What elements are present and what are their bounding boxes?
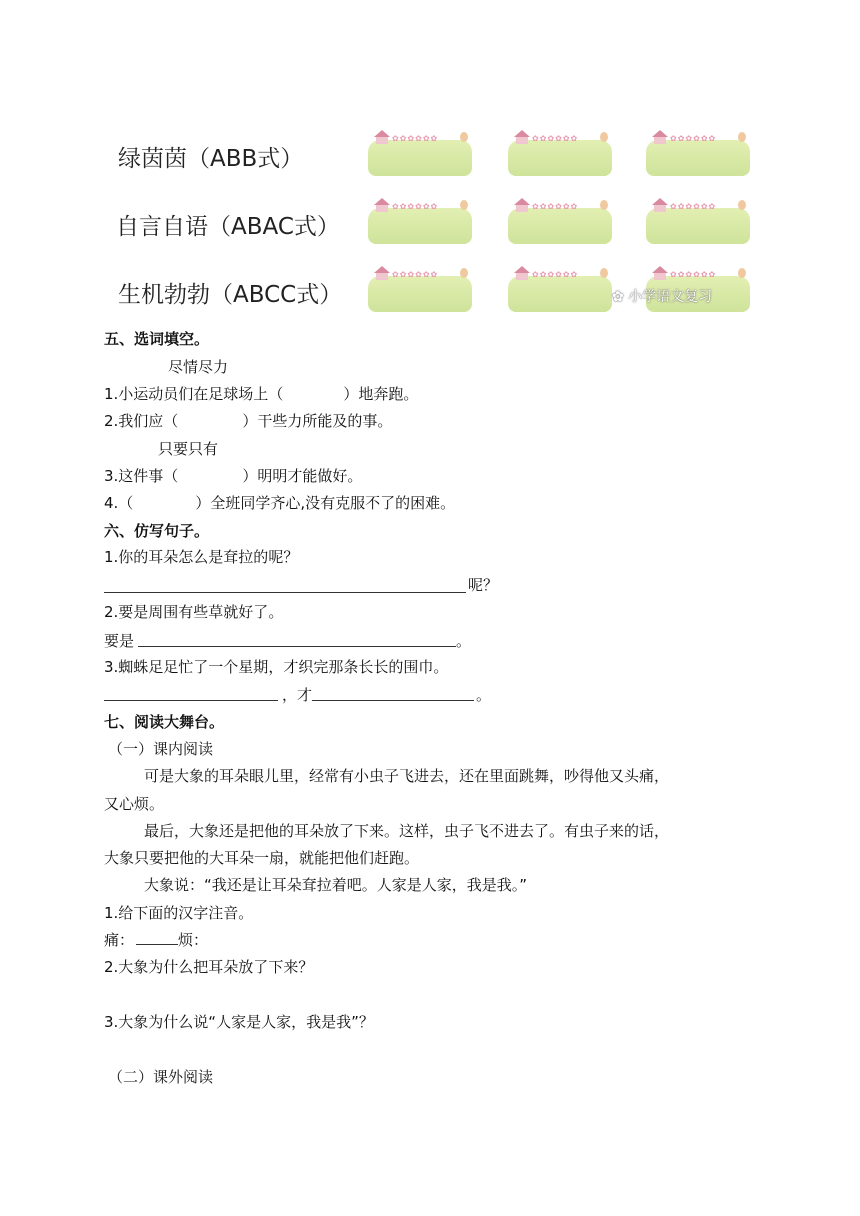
answer-line-6-3a[interactable] [104,700,278,701]
answer-box[interactable] [368,130,472,176]
question-5-2: 2.我们应（ ）干些力所能及的事。 [104,412,393,430]
flower-decoration: ✿✿✿✿✿✿ [532,202,579,211]
subsection-7-1: （一）课内阅读 [108,740,214,758]
flower-decoration: ✿✿✿✿✿✿ [532,270,579,279]
pattern-row-1 [118,140,303,173]
tree-icon [738,132,746,142]
flower-decoration: ✿✿✿✿✿✿ [670,202,717,211]
house-icon [652,198,668,212]
house-icon [374,130,390,144]
flower-decoration: ✿✿✿✿✿✿ [670,270,717,279]
tree-icon [600,268,608,278]
question-7-2: 2.大象为什么把耳朵放了下来？ [104,958,314,976]
sentence-6-1: 1.你的耳朵怎么是耷拉的呢？ [104,548,299,566]
pattern-word: 自言自语 [116,214,208,240]
section-6-title: 六、仿写句子。 [104,522,210,540]
question-5-4: 4.（ ）全班同学齐心,没有克服不了的困难。 [104,494,456,512]
flower-decoration: ✿✿✿✿✿✿ [670,134,717,143]
answer-box[interactable] [368,198,472,244]
answer-box[interactable] [368,266,472,312]
house-icon [652,130,668,144]
tree-icon [738,268,746,278]
question-7-1: 1.给下面的汉字注音。 [104,904,254,922]
wechat-icon: ✿ [612,289,629,305]
question-7-3: 3.大象为什么说“人家是人家，我是我”？ [104,1013,374,1031]
pattern-form: （ABCC式） [210,282,343,308]
passage-line: 最后，大象还是把他的耳朵放了下来。这样，虫子飞不进去了。有虫子来的话， [144,822,670,840]
passage-line: 又心烦。 [104,795,165,813]
flower-decoration: ✿✿✿✿✿✿ [392,202,439,211]
passage-line: 大象说：“我还是让耳朵耷拉着吧。人家是人家，我是我。” [144,876,528,894]
tree-icon [738,200,746,210]
house-icon [652,266,668,280]
pinyin-blank[interactable] [136,932,178,945]
watermark: ✿ 小学语文复习 [612,289,713,305]
pattern-form: （ABB式） [187,146,304,172]
answer-6-3-end: 。 [476,686,492,704]
pattern-row-3 [118,276,342,309]
passage-line: 可是大象的耳朵眼儿里，经常有小虫子飞进去，还在里面跳舞，吵得他又头痛， [144,767,670,785]
word-choice-2: 只要只有 [158,440,219,458]
flower-decoration: ✿✿✿✿✿✿ [392,270,439,279]
pattern-form: （ABAC式） [208,214,340,240]
answer-box[interactable] [508,130,612,176]
pattern-row-2 [116,208,340,241]
subsection-7-2: （二）课外阅读 [108,1068,214,1086]
answer-6-1-end: 呢？ [468,576,499,594]
answer-6-2-end: 。 [456,632,472,650]
answer-box[interactable] [646,198,750,244]
answer-line-6-3b[interactable] [312,700,474,701]
tree-icon [600,200,608,210]
question-5-3: 3.这件事（ ）明明才能做好。 [104,467,363,485]
answer-line-6-1[interactable] [104,592,466,593]
section-5-title: 五、选词填空。 [104,330,210,348]
pattern-word: 生机勃勃 [118,282,210,308]
pinyin-row: 痛： 烦： [104,931,209,949]
tree-icon [460,132,468,142]
passage-line: 大象只要把他的大耳朵一扇，就能把他们赶跑。 [104,849,420,867]
house-icon [514,266,530,280]
answer-box[interactable] [508,266,612,312]
question-5-1: 1.小运动员们在足球场上（ ）地奔跑。 [104,385,419,403]
sentence-6-3: 3.蜘蛛足足忙了一个星期，才织完那条长长的围巾。 [104,658,449,676]
flower-decoration: ✿✿✿✿✿✿ [392,134,439,143]
tree-icon [460,268,468,278]
answer-box[interactable] [646,130,750,176]
house-icon [374,266,390,280]
answer-6-3-mid: ，才 [282,686,313,704]
house-icon [374,198,390,212]
pattern-word: 绿茵茵 [118,146,187,172]
flower-decoration: ✿✿✿✿✿✿ [532,134,579,143]
answer-6-2-start: 要是 [104,632,135,650]
tree-icon [600,132,608,142]
house-icon [514,130,530,144]
tree-icon [460,200,468,210]
section-7-title: 七、阅读大舞台。 [104,713,225,731]
sentence-6-2: 2.要是周围有些草就好了。 [104,603,284,621]
house-icon [514,198,530,212]
answer-box[interactable] [508,198,612,244]
word-choice-1: 尽情尽力 [168,358,229,376]
answer-line-6-2[interactable] [138,646,456,647]
